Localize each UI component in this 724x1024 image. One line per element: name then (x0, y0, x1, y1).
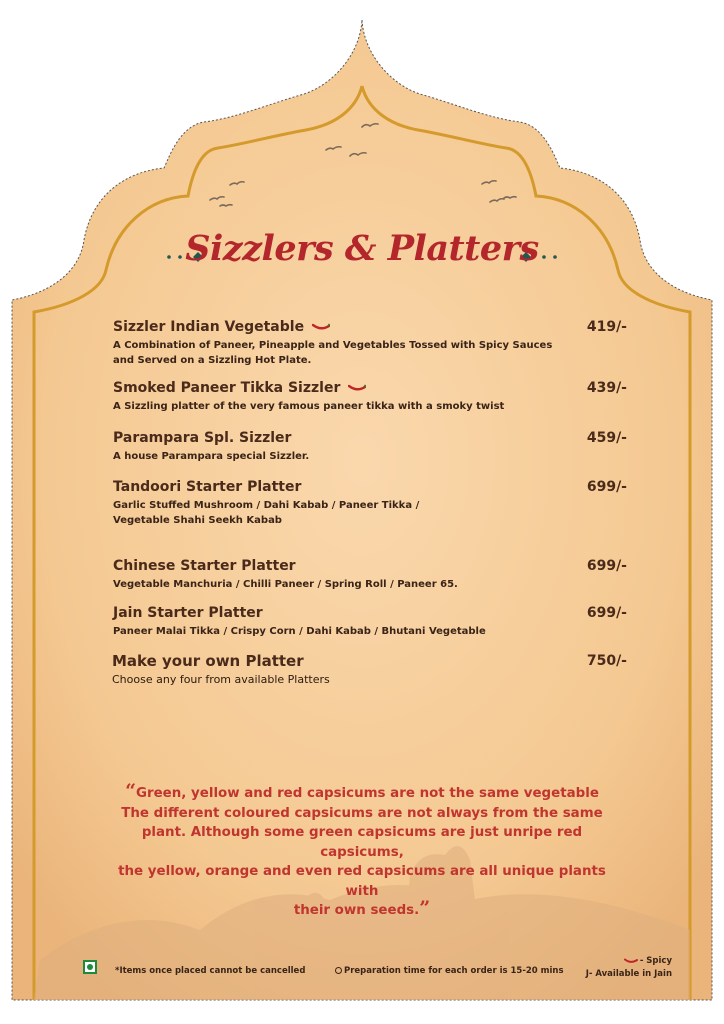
menu-item (113, 318, 627, 368)
item-price: 699/- (586, 479, 627, 495)
item-name: Smoked Paneer Tikka Sizzler (113, 379, 627, 397)
capsicum-quote (100, 780, 624, 921)
menu-item (113, 604, 627, 639)
quote-open-mark: “ (125, 780, 136, 802)
item-description: Vegetable Manchuria / Chilli Paneer / Spring Roll / Paneer 65. (113, 579, 458, 590)
menu-item (113, 429, 627, 464)
item-description: Garlic Stuffed Mushroom / Dahi Kabab / Paneer Tikka / Vegetable Shahi Seekh Kabab (113, 500, 420, 526)
item-name: Tandoori Starter Platter (113, 479, 302, 495)
quote-line: The different coloured capsicums are not always from the same (121, 805, 603, 821)
menu-item (113, 379, 627, 414)
quote-line: plant. Although some green capsicums are just unripe red capsicums, (141, 825, 583, 860)
item-description: Paneer Malai Tikka / Crispy Corn / Dahi Kabab / Bhutani Vegetable (113, 626, 486, 637)
chili-icon (348, 384, 366, 392)
item-price: 750/- (586, 653, 627, 669)
chili-icon (312, 323, 330, 331)
quote-line: their own seeds. (293, 903, 420, 918)
veg-symbol-icon (83, 960, 97, 974)
item-price: 699/- (586, 558, 627, 574)
item-price: 699/- (586, 605, 627, 621)
menu-item (113, 557, 627, 592)
clock-icon (335, 967, 342, 974)
quote-line: the yellow, orange and even red capsicums are all unique plants with (118, 864, 606, 899)
item-price: 419/- (586, 319, 627, 335)
quote-line: Green, yellow and red capsicums are not the same vegetable (136, 786, 599, 801)
section-title: Sizzlers & Platters (185, 228, 539, 269)
menu-item (112, 652, 627, 687)
menu-item (113, 478, 627, 528)
item-name: Parampara Spl. Sizzler (113, 430, 292, 446)
legend-jain: J- Available in Jain (585, 969, 672, 979)
item-name: Make your own Platter (112, 652, 304, 670)
item-name: Jain Starter Platter (113, 605, 263, 621)
item-description: A house Parampara special Sizzler. (113, 451, 310, 462)
item-price: 439/- (586, 380, 627, 396)
item-description: Choose any four from available Platters (112, 673, 330, 686)
chili-icon (624, 958, 638, 964)
item-name: Chinese Starter Platter (113, 558, 296, 574)
prep-time-note: Preparation time for each order is 15-20 mins (335, 966, 564, 976)
item-description: A Combination of Paneer, Pineapple and Vegetables Tossed with Spicy Sauces and Served on a Sizzling Hot Plate. (113, 340, 553, 366)
item-description: A Sizzling platter of the very famous paneer tikka with a smoky twist (113, 401, 505, 412)
quote-close-mark: ” (419, 897, 431, 919)
item-name: Sizzler Indian Vegetable (113, 318, 627, 336)
legend-spicy: - Spicy (624, 956, 672, 966)
cancel-note: *Items once placed cannot be cancelled (115, 966, 306, 976)
item-price: 459/- (586, 430, 627, 446)
